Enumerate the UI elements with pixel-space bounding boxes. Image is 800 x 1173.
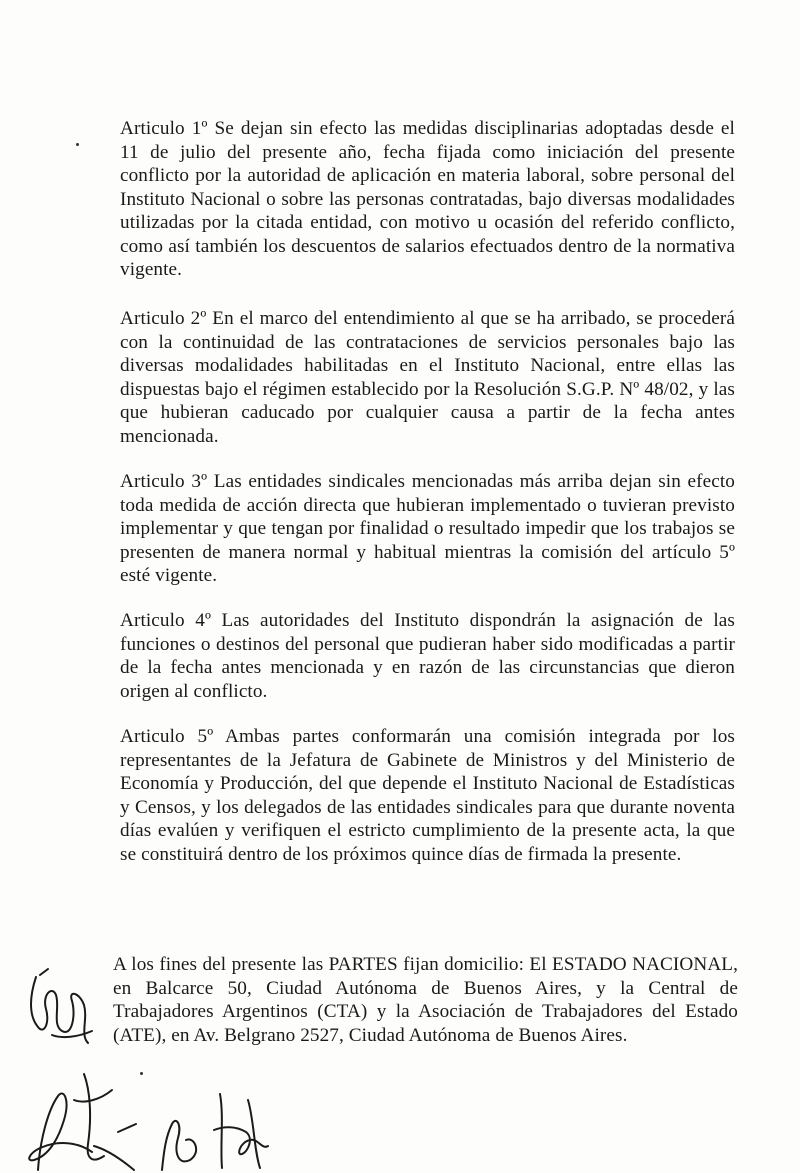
ink-dot (140, 1072, 143, 1075)
signature-2-icon (18, 1060, 158, 1173)
signature-3-icon (150, 1080, 280, 1173)
article-5: Articulo 5º Ambas partes conformarán una comisión integrada por los representantes de la Jefatura de Gabinete de Ministros y del Ministerio de Economía y Producción, del que depende el Instituto Nacional de Estadísticas y Censos, y los delegados de las entidades sindicales para que durante noventa días evalúen y verifiquen el estricto cumplimiento de la presente acta, la que se constituirá dentro de los próximos quince días de firmada la presente. (120, 726, 735, 865)
article-3: Articulo 3º Las entidades sindicales mencionadas más arriba dejan sin efecto toda medida de acción directa que hubieran implementado o tuvieran previsto implementar y que tengan por finalidad o resultado impedir que los trabajos se presenten de manera normal y habitual mientras la comisión del artículo 5º esté vigente. (120, 471, 735, 587)
domicilio-paragraph: A los fines del presente las PARTES fijan domicilio: El ESTADO NACIONAL, en Balcarce 50, Ciudad Autónoma de Buenos Aires, y la Central de Trabajadores Argentinos (CTA) y la Asociación de Trabajadores del Estado (ATE), en Av. Belgrano 2527, Ciudad Autónoma de Buenos Aires. (113, 954, 738, 1046)
article-2: Articulo 2º En el marco del entendimiento al que se ha arribado, se procederá con la continuidad de las contrataciones de servicios personales bajo las diversas modalidades habilitadas en el Instituto Nacional, entre ellas las dispuestas bajo el régimen establecido por la Resolución S.G.P. Nº 48/02, y las que hubieran caducado por cualquier causa a partir de la fecha antes mencionada. (120, 308, 735, 447)
article-1: Articulo 1º Se dejan sin efecto las medidas disciplinarias adoptadas desde el 11 de julio del presente año, fecha fijada como iniciación del presente conflicto por la autoridad de aplicación en materia laboral, sobre personal del Instituto Nacional o sobre las personas contratadas, bajo diversas modalidades utilizadas por la citada entidad, con motivo u ocasión del referido conflicto, como así también los descuentos de salarios efectuados dentro de la normativa vigente. (120, 118, 735, 281)
signature-1-icon (22, 965, 102, 1055)
speck-mark (76, 143, 79, 146)
article-4: Articulo 4º Las autoridades del Instituto dispondrán la asignación de las funciones o destinos del personal que pudieran haber sido modificadas a partir de la fecha antes mencionada y en razón de las circunstancias que dieron origen al conflicto. (120, 610, 735, 702)
